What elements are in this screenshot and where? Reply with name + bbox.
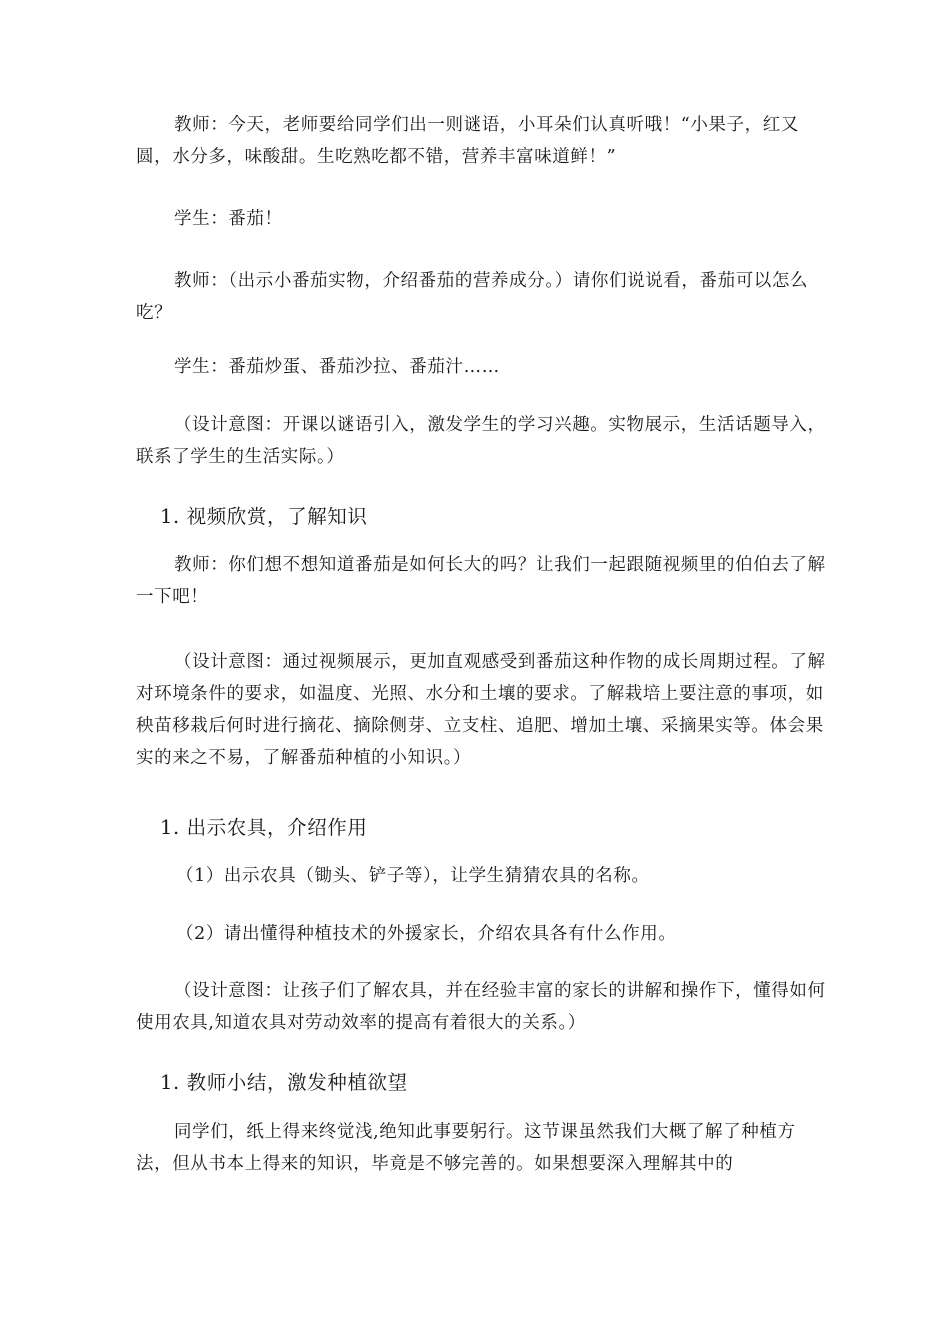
paragraph-riddle: 教师：今天，老师要给同学们出一则谜语，小耳朵们认真听哦！“小果子，红又圆，水分多，味酸甜。生吃熟吃都不错，营养丰富味道鲜！”	[136, 115, 799, 167]
list-item-tools-2: （2）请出懂得种植技术的外援家长，介绍农具各有什么作用。	[176, 924, 677, 944]
paragraph-design-intent-1: （设计意图：开课以谜语引入，激发学生的学习兴趣。实物展示，生活话题导入，联系了学生的生活实际。）	[136, 415, 826, 467]
paragraph-video-intro: 教师：你们想不想知道番茄是如何长大的吗？让我们一起跟随视频里的伯伯去了解一下吧！	[136, 555, 826, 607]
paragraph-student-answer: 学生：番茄！	[174, 209, 283, 229]
paragraph-design-intent-3: （设计意图：让孩子们了解农具，并在经验丰富的家长的讲解和操作下，懂得如何使用农具,知道农具对劳动效率的提高有着很大的关系。）	[136, 981, 826, 1033]
paragraph-student-reply: 学生：番茄炒蛋、番茄沙拉、番茄汁……	[174, 357, 500, 377]
section-heading-summary: 1. 教师小结，激发种植欲望	[160, 1071, 408, 1094]
list-item-tools-1: （1）出示农具（锄头、铲子等），让学生猜猜农具的名称。	[176, 866, 650, 886]
paragraph-design-intent-2: （设计意图：通过视频展示，更加直观感受到番茄这种作物的成长周期过程。了解对环境条件的要求，如温度、光照、水分和土壤的要求。了解栽培上要注意的事项，如秧苗移栽后何时进行摘花、摘除侧芽、立支柱、追肥、增加土壤、采摘果实等。体会果实的来之不易，了解番茄种植的小知识。）	[136, 652, 826, 768]
section-heading-video: 1. 视频欣赏，了解知识	[160, 505, 368, 528]
paragraph-summary: 同学们，纸上得来终觉浅,绝知此事要躬行。这节课虽然我们大概了解了种植方法，但从书本上得来的知识，毕竟是不够完善的。如果想要深入理解其中的	[136, 1122, 796, 1174]
section-heading-tools: 1. 出示农具，介绍作用	[160, 816, 368, 839]
paragraph-teacher-question: 教师：（出示小番茄实物，介绍番茄的营养成分。）请你们说说看，番茄可以怎么吃？	[136, 271, 809, 323]
